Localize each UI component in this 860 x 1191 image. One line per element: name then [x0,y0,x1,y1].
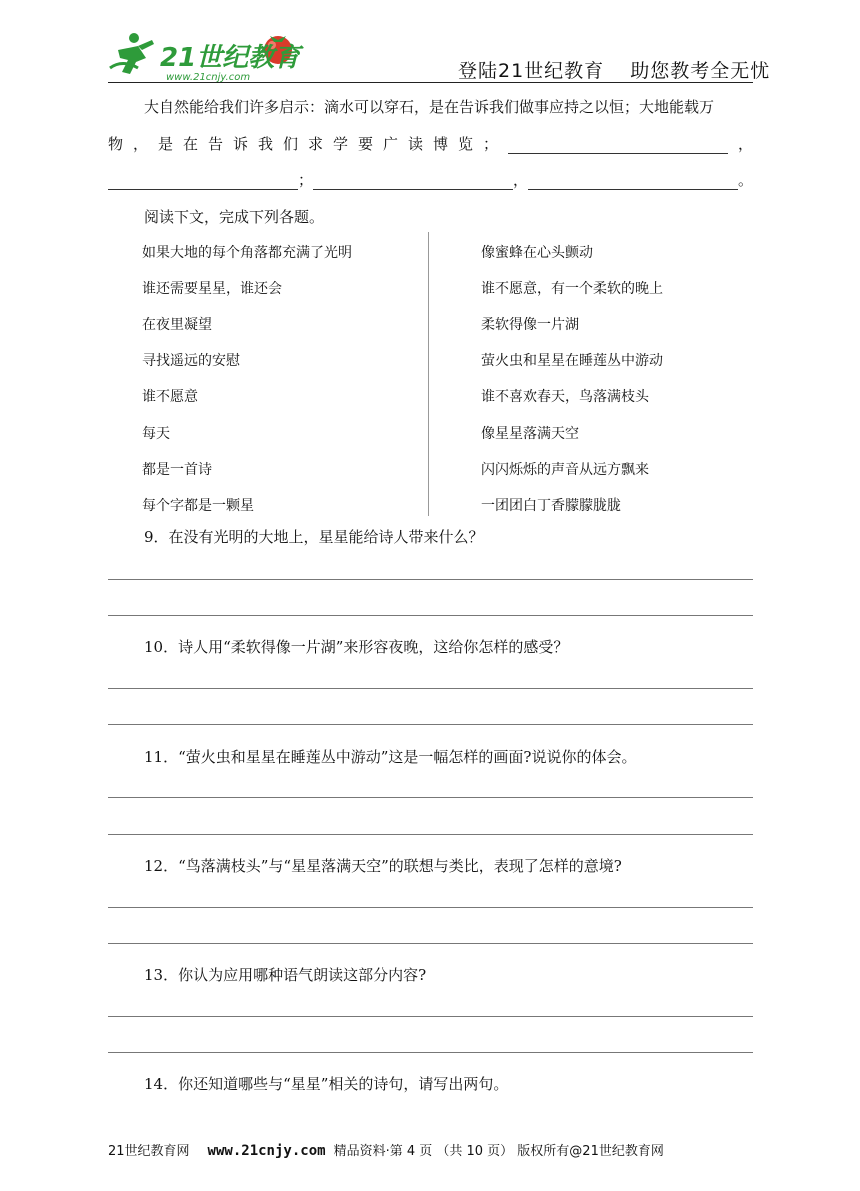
poem-right-line: 谁不喜欢春天，鸟落满枝头 [481,389,649,405]
question-14: 14．你还知道哪些与“星星”相关的诗句，请写出两句。 [144,1075,509,1093]
slogan-left: 登陆21世纪教育 [458,60,605,82]
answer-line[interactable] [108,943,753,944]
poem-right-line: 像星星落满天空 [481,426,579,442]
footer-brand: 21世纪教育网 [108,1144,190,1159]
question-11: 11．“萤火虫和星星在睡莲丛中游动”这是一幅怎样的画面?说说你的体会。 [144,748,637,766]
header-slogan [458,56,770,83]
intro-line-1: 大自然能给我们许多启示：滴水可以穿石，是在告诉我们做事应持之以恒；大地能载万 [144,98,715,116]
question-10: 10．诗人用“柔软得像一片湖”来形容夜晚，这给你怎样的感受？ [144,638,569,656]
poem-left-line: 谁不愿意 [142,389,198,405]
poem-left-line: 在夜里凝望 [142,317,212,333]
footer-site-link[interactable]: www.21cnjy.com [207,1143,326,1159]
page-footer [108,1140,664,1159]
poem-column-divider [428,232,429,516]
poem-right-line: 闪闪烁烁的声音从远方飘来 [481,462,649,478]
runner-icon [110,33,154,74]
intro-line-3: ； ， 。 [108,170,760,190]
poem-left-line: 如果大地的每个角落都充满了光明 [142,245,352,261]
site-logo [108,28,308,86]
answer-line[interactable] [108,907,753,908]
poem-left-line: 每天 [142,426,170,442]
answer-line[interactable] [108,724,753,725]
fill-blank-2[interactable] [108,173,298,190]
answer-line[interactable] [108,834,753,835]
poem-right-line: 谁不愿意，有一个柔软的晚上 [481,281,663,297]
slogan-right: 助您教考全无忧 [630,60,771,82]
fill-blank-4[interactable] [528,173,738,190]
poem-left-line: 都是一首诗 [142,462,212,478]
poem-right-line: 一团团白丁香朦朦胧胧 [481,498,621,514]
question-13: 13．你认为应用哪种语气朗读这部分内容? [144,966,427,984]
poem-right-line: 萤火虫和星星在睡莲丛中游动 [481,353,663,369]
answer-line[interactable] [108,615,753,616]
svg-text:21世纪教育: 21世纪教育 [160,43,301,73]
poem-left-line: 寻找遥远的安慰 [142,353,240,369]
poem-right-line: 像蜜蜂在心头颤动 [481,245,593,261]
footer-page-info: 精品资料·第 4 页 （共 10 页） 版权所有@21世纪教育网 [333,1144,664,1159]
answer-line[interactable] [108,688,753,689]
answer-line[interactable] [108,1052,753,1053]
answer-line[interactable] [108,579,753,580]
poem-right-line: 柔软得像一片湖 [481,317,579,333]
intro-line-2: 物 ， 是 在 告 诉 我 们 求 学 要 广 读 博 览 ； ， [108,135,753,153]
poem-left-line: 每个字都是一颗星 [142,498,254,514]
answer-line[interactable] [108,797,753,798]
question-12: 12．“鸟落满枝头”与“星星落满天空”的联想与类比，表现了怎样的意境? [144,857,622,875]
fill-blank-3[interactable] [313,173,513,190]
svg-text:www.21cnjy.com: www.21cnjy.com [166,72,251,83]
answer-line[interactable] [108,1016,753,1017]
fill-blank-1[interactable] [508,137,728,154]
poem-left-line: 谁还需要星星，谁还会 [142,281,282,297]
reading-instruction: 阅读下文，完成下列各题。 [144,208,325,226]
header-divider [108,82,753,83]
question-9: 9．在没有光明的大地上，星星能给诗人带来什么？ [144,528,484,546]
